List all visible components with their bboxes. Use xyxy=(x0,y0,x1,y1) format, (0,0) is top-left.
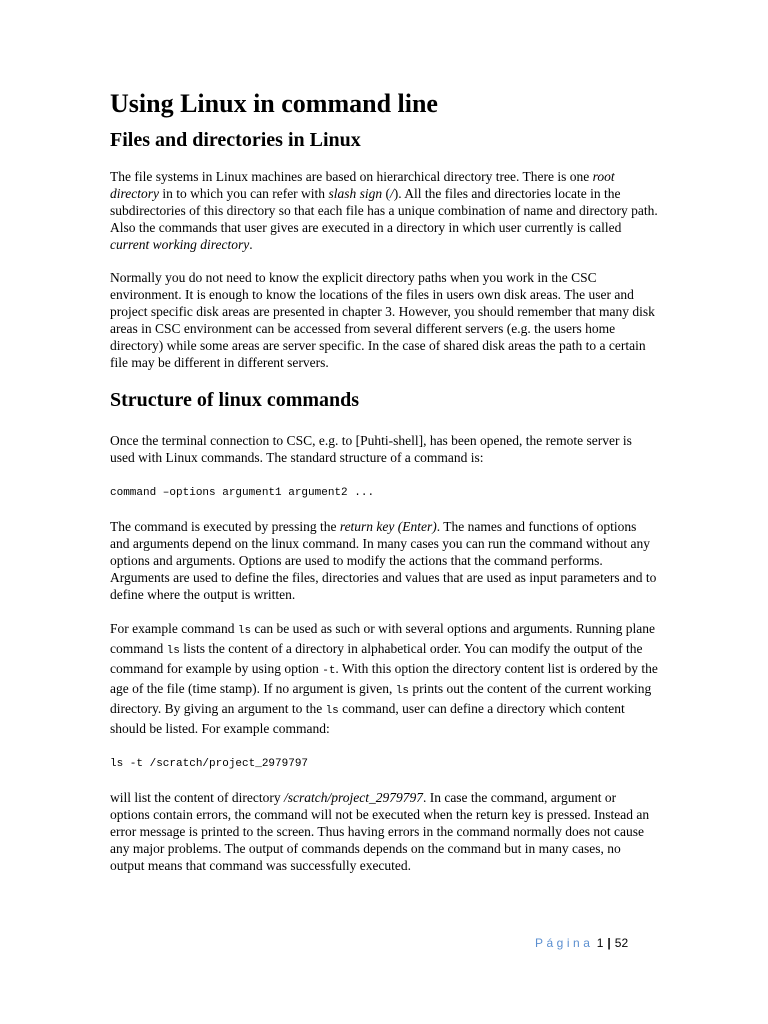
inline-code-option-t: -t xyxy=(322,665,336,677)
document-title: Using Linux in command line xyxy=(110,89,438,118)
code-command-structure: command –options argument1 argument2 ... xyxy=(110,487,375,499)
paragraph-errors-output xyxy=(110,789,658,874)
text-run: prints out the content of the current working directory. By giving an argument to the xyxy=(110,681,652,716)
document-page xyxy=(110,84,658,874)
page-footer xyxy=(535,935,628,951)
emphasis-directory-path: /scratch/project_2979797 xyxy=(283,790,423,805)
text-run: The command is executed by pressing the xyxy=(110,519,340,534)
text-run: can be used as such or with several options and arguments. Running plane command xyxy=(110,621,655,656)
footer-total-pages: 52 xyxy=(614,936,629,950)
emphasis-return-key: return key (Enter) xyxy=(339,519,437,534)
text-run: . The names and functions of options and arguments depend on the linux command. In many cases you can run the command without any options and arguments. Options are used to modify the actions that the command performs. Arguments are used to define the files, directories and values that are used as input parameters and to define where the output is written. xyxy=(110,519,657,602)
text-run: . xyxy=(249,237,253,252)
footer-page-number: 1 xyxy=(596,936,604,950)
emphasis-root-directory: root directory xyxy=(110,169,615,201)
text-run: For example command xyxy=(110,621,238,636)
text-run: command, user can define a directory which content should be listed. For example command: xyxy=(110,701,625,736)
emphasis-slash: / xyxy=(389,186,394,201)
paragraph-command-execution xyxy=(110,518,658,603)
text-run: in to which you can refer with xyxy=(158,186,329,201)
section-heading-command-structure: Structure of linux commands xyxy=(110,389,360,411)
text-run: . In case the command, argument or options contain errors, the command will not be executed when the return key is pressed. Instead an error message is printed to the screen. Thus having errors in the command normally does not cause any major problems. The output of commands depends on the command but in many cases, no output means that command was successfully executed. xyxy=(110,790,650,873)
paragraph-directory-paths: Normally you do not need to know the explicit directory paths when you work in the CSC environment. It is enough to know the locations of the files in users own disk areas. The user and project specific disk areas are presented in chapter 3. However, you should remember that many disk areas in CSC environment can be accessed from several different servers (e.g. the users home directory) while some areas are server specific. In the case of shared disk areas the path to a certain file may be different in different servers. xyxy=(110,270,655,370)
text-run: lists the content of a directory in alphabetical order. You can modify the output of the command for example by using option xyxy=(110,641,643,676)
text-run: ). All the files and directories locate in the subdirectories of this directory so that each file has a unique combination of name and directory path. Also the commands that user gives are executed in a directory in which user currently is called xyxy=(110,186,658,235)
text-run: ( xyxy=(382,186,390,201)
inline-code-ls: ls xyxy=(325,705,339,717)
inline-code-ls: ls xyxy=(237,625,252,637)
paragraph-ls-example xyxy=(110,620,658,737)
inline-code-ls: ls xyxy=(395,685,409,697)
inline-code-ls: ls xyxy=(166,645,180,657)
paragraph-terminal-connection: Once the terminal connection to CSC, e.g. to [Puhti-shell], has been opened, the remote server is used with Linux commands. The standard structure of a command is: xyxy=(110,433,632,465)
text-run: will list the content of directory xyxy=(110,790,284,805)
text-run: The file systems in Linux machines are based on hierarchical directory tree. There is one xyxy=(110,169,593,184)
emphasis-slash-sign: slash sign xyxy=(328,186,383,201)
section-heading-files-directories: Files and directories in Linux xyxy=(110,129,361,151)
code-ls-example: ls -t /scratch/project_2979797 xyxy=(110,758,309,770)
emphasis-current-working-directory: current working directory xyxy=(110,237,250,252)
paragraph-file-systems xyxy=(110,168,658,253)
footer-separator: | xyxy=(607,936,611,950)
footer-page-label: Página xyxy=(535,936,594,950)
text-run: . With this option the directory content list is ordered by the age of the file (time stamp). If no argument is given, xyxy=(110,661,658,696)
